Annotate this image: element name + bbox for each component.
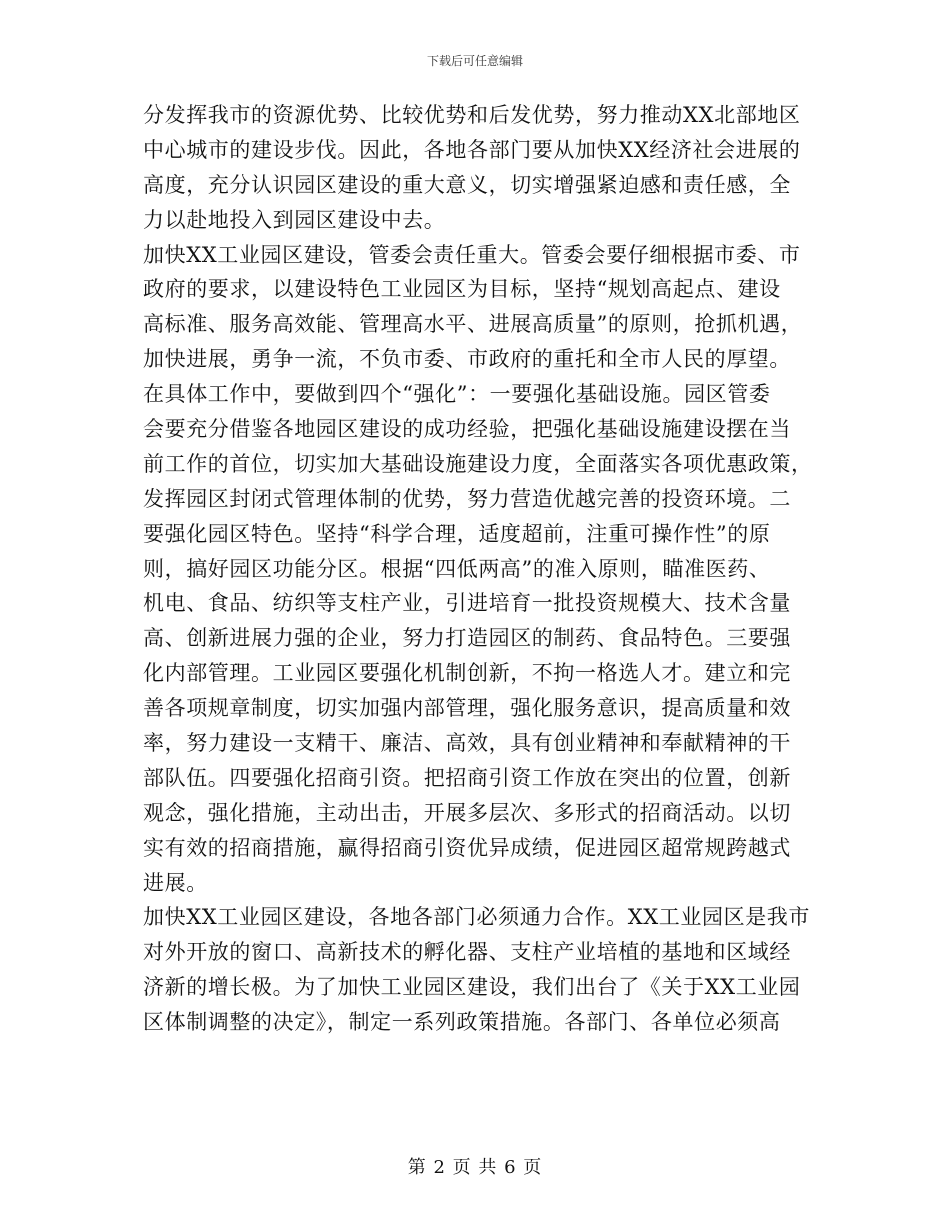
text-line: 在具体工作中，要做到四个“强化”：一要强化基础设施。园区管委 xyxy=(143,382,771,407)
text-line: 区体制调整的决定》，制定一系列政策措施。各部门、各单位必须高 xyxy=(143,1010,781,1035)
body-text xyxy=(143,98,813,1040)
text-line: 部队伍。四要强化招商引资。把招商引资工作放在突出的位置，创新 xyxy=(143,765,791,790)
text-line: 济新的增长极。为了加快工业园区建设，我们出台了《关于XX工业园 xyxy=(143,975,801,1000)
text-line: 化内部管理。工业园区要强化机制创新，不拘一格选人才。建立和完 xyxy=(143,661,791,686)
text-line: 高标准、服务高效能、管理高水平、进展高质量”的原则，抢抓机遇， xyxy=(143,312,803,337)
text-line: 会要充分借鉴各地园区建设的成功经验，把强化基础设施建设摆在当 xyxy=(143,417,791,442)
page-header xyxy=(0,52,950,69)
text-line: 力以赴地投入到园区建设中去。 xyxy=(143,207,446,232)
page-footer xyxy=(0,1153,950,1179)
text-line: 观念，强化措施，主动出击，开展多层次、多形式的招商活动。以切 xyxy=(143,800,791,825)
text-line: 率，努力建设一支精干、廉洁、高效，具有创业精神和奉献精神的干 xyxy=(143,731,791,756)
text-line: 政府的要求，以建设特色工业园区为目标，坚持“规划高起点、建设 xyxy=(143,277,781,302)
text-line: 机电、食品、纺织等支柱产业，引进培育一批投资规模大、技术含量 xyxy=(143,591,791,616)
text-line: 善各项规章制度，切实加强内部管理，强化服务意识，提高质量和效 xyxy=(143,696,791,721)
text-line: 要强化园区特色。坚持“科学合理，适度超前，注重可操作性”的原 xyxy=(143,521,771,546)
text-line: 前工作的首位，切实加大基础设施建设力度，全面落实各项优惠政策， xyxy=(143,451,813,476)
text-line: 则，搞好园区功能分区。根据“四低两高”的准入原则，瞄准医药、 xyxy=(143,556,771,581)
text-line: 高度，充分认识园区建设的重大意义，切实增强紧迫感和责任感，全 xyxy=(143,172,791,197)
text-line: 分发挥我市的资源优势、比较优势和后发优势，努力推动XX北部地区 xyxy=(143,103,801,127)
text-line: 对外开放的窗口、高新技术的孵化器、支柱产业培植的基地和区域经 xyxy=(143,940,791,965)
text-line: 发挥园区封闭式管理体制的优势，努力营造优越完善的投资环境。二 xyxy=(143,486,791,511)
text-line: 实有效的招商措施，赢得招商引资优异成绩，促进园区超常规跨越式 xyxy=(143,835,791,860)
text-line: 加快进展，勇争一流，不负市委、市政府的重托和全市人民的厚望。 xyxy=(143,347,791,372)
text-line: 进展。 xyxy=(143,870,208,895)
text-line: 中心城市的建设步伐。因此，各地各部门要从加快XX经济社会进展的 xyxy=(143,137,801,162)
header-text: 下载后可任意编辑 xyxy=(426,54,523,68)
text-line: 加快XX工业园区建设，管委会责任重大。管委会要仔细根据市委、市 xyxy=(143,242,801,267)
page-number: 第 2 页 共 6 页 xyxy=(407,1157,543,1178)
text-line: 加快XX工业园区建设，各地各部门必须通力合作。XX工业园区是我市 xyxy=(143,905,810,930)
text-line: 高、创新进展力强的企业，努力打造园区的制药、食品特色。三要强 xyxy=(143,626,791,651)
